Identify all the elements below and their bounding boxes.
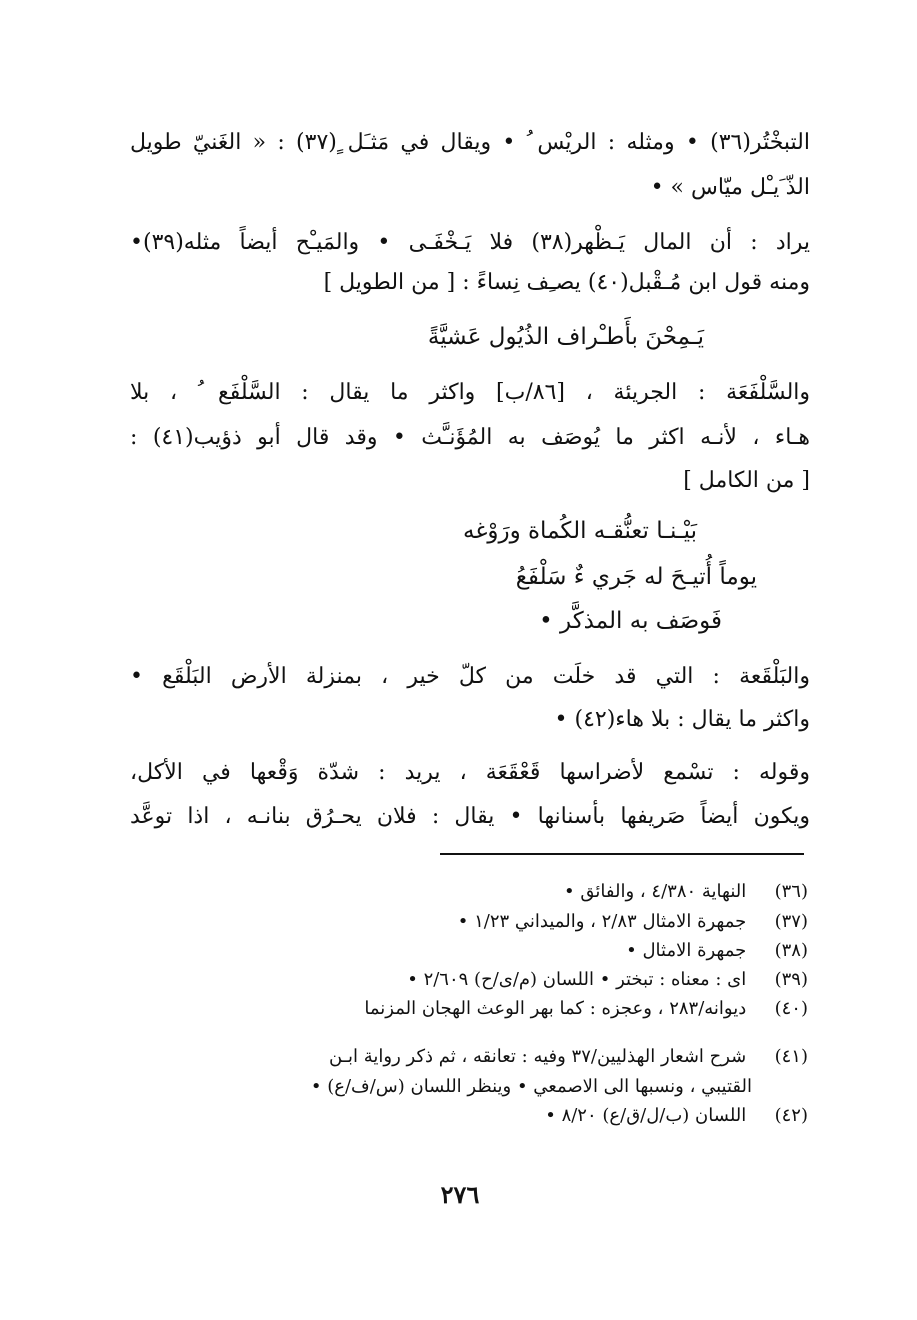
text-line: والبَلْقَعة : التي قد خلَت من كلّ خير ، بمنزلة الأرض البَلْقَع •	[130, 664, 810, 689]
footnote-number: (٣٧)	[774, 911, 808, 932]
footnote	[140, 937, 808, 965]
verse-line: يَـمِحْنَ بأَطـْراف الذُيُول عَشيَّةً	[427, 324, 704, 350]
footnote-text: ديوانه/٢٨٣ ، وعجزه : كما بهر الوعث الهجان المزنما	[364, 998, 747, 1019]
footnote-text: جمهرة الامثال •	[626, 940, 747, 961]
footnote-text: النهاية ٤/٣٨٠ ، والفائق •	[564, 881, 747, 902]
text-line: الذّ َيـْل ميّاس » •	[650, 175, 810, 200]
text-line: والسَّلْفَعَة : الجريئة ، [٨٦/ب] واكثر ما يقال : السَّلْفَع ُ ، بلا	[130, 380, 811, 405]
text-line: هـاء ، لأنـه اكثر ما يُوصَف به المُؤَنـَّث • وقد قال أبو ذؤيب(٤١) :	[130, 425, 810, 450]
footnote	[140, 995, 808, 1023]
footnote-continuation: القتيبي ، ونسبها الى الاصمعي • وينظر اللسان (س/ف/ع) •	[310, 1076, 752, 1097]
text-line: التبخْتُر(٣٦) • ومثله : الريْس ُ • ويقال في مَثـَل ٍ(٣٧) : « الغَنيّ طويل	[130, 130, 810, 155]
footnote	[140, 878, 808, 906]
footnote	[140, 1043, 808, 1071]
footnote	[140, 908, 808, 936]
footnote-text: جمهرة الامثال ٢/٨٣ ، والميداني ١/٢٣ •	[457, 911, 747, 932]
footnote-number: (٤١)	[774, 1046, 808, 1067]
text-line: واكثر ما يقال : بلا هاء(٤٢) •	[554, 707, 810, 732]
page-number: ٢٧٦	[440, 1180, 480, 1209]
text-line: ومنه قول ابن مُـقْبل(٤٠) يصـِف نِساءً : [ من الطويل ]	[323, 270, 810, 295]
text-line: يراد : أن المال يَـظْهر(٣٨) فلا يَـخْفَـى • والمَيـْح أيضاً مثله(٣٩)•	[130, 230, 810, 255]
footnote-number: (٤٠)	[774, 998, 808, 1019]
verse-line: بَيْـنـا تعنُّقـه الكُماة ورَوْغه	[463, 518, 697, 544]
footnote-text: شرح اشعار الهذليين/٣٧ وفيه : تعانقه ، ثم ذكر رواية ابـن	[329, 1046, 747, 1067]
footnote-number: (٤٢)	[774, 1105, 808, 1126]
text-line: ويكون أيضاً صَريفها بأسنانها • يقال : فلان يحـرُق بنانـه ، اذا توعَّد	[130, 804, 810, 829]
text-line: [ من الكامل ]	[683, 468, 810, 493]
footnote-number: (٣٩)	[774, 969, 808, 990]
footnote-number: (٣٦)	[774, 881, 808, 902]
text-line: وقوله : تسْمع لأضراسها قَعْقَعَة ، يريد : شدّة وَقْعها في الأكل،	[130, 760, 810, 785]
footnote-text: اى : معناه : تبختر • اللسان (م/ى/ح) ٢/٦٠٩ •	[407, 969, 747, 990]
footnote	[140, 1102, 808, 1130]
footnote-text: اللسان (ب/ل/ق/ع) ٨/٢٠ •	[545, 1105, 747, 1126]
footnote-number: (٣٨)	[774, 940, 808, 961]
footnote	[140, 966, 808, 994]
verse-line: يوماً أُتيـحَ له جَري ءٌ سَلْفَعُ	[515, 564, 757, 590]
footnote-separator	[440, 853, 804, 855]
text-line: فَوصَف به المذكَّر •	[539, 608, 722, 634]
